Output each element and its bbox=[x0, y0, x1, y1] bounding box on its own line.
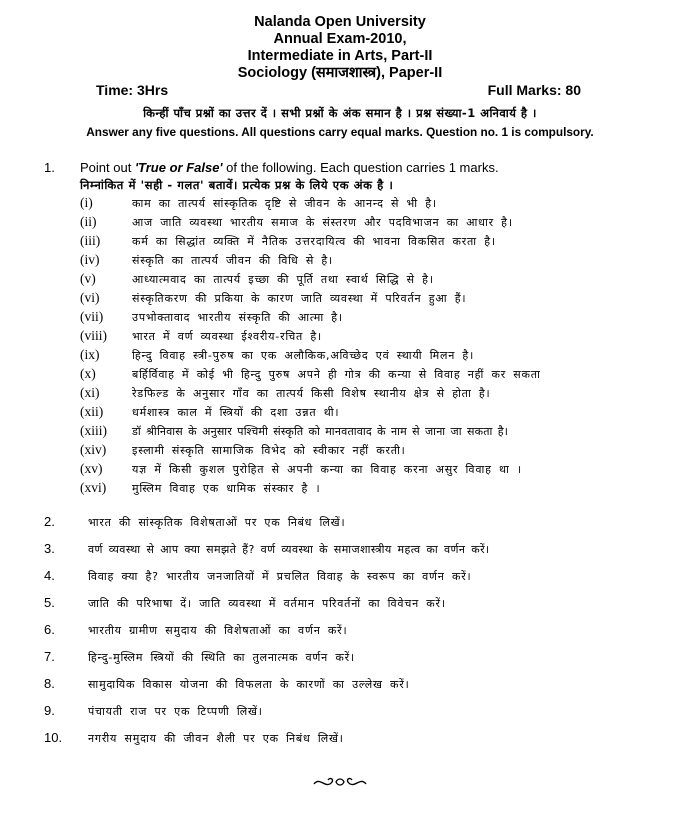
item-number: (xi) bbox=[80, 385, 100, 400]
true-false-item bbox=[80, 442, 660, 460]
item-number: (vii) bbox=[80, 309, 104, 324]
question-item bbox=[44, 649, 664, 669]
item-number: (x) bbox=[80, 366, 96, 381]
course-name: Intermediate in Arts, Part-II bbox=[247, 48, 433, 64]
item-number: (viii) bbox=[80, 328, 107, 343]
item-text: काम का तात्पर्य सांस्कृतिक दृष्टि से जीवन के आनन्द से भी है। bbox=[132, 197, 437, 210]
true-false-item bbox=[80, 233, 660, 251]
item-text: आज जाति व्यवस्था भारतीय समाज के संस्तरण और पदविभाजन का आधार है। bbox=[132, 216, 513, 229]
true-false-item bbox=[80, 385, 660, 403]
question-text: भारत की सांस्कृतिक विशेषताओं पर एक निबंध लिखें। bbox=[88, 516, 346, 529]
true-false-item bbox=[80, 328, 660, 346]
paper-header bbox=[0, 14, 680, 82]
item-text: मुस्लिम विवाह एक धामिक संस्कार है । bbox=[132, 482, 321, 495]
true-false-item bbox=[80, 214, 660, 232]
true-false-item bbox=[80, 252, 660, 270]
question-text: हिन्दु-मुस्लिम स्त्रियों की स्थिति का तुलनात्मक वर्णन करें। bbox=[88, 651, 355, 664]
question-text: नगरीय समुदाय की जीवन शैली पर एक निबंध लिखें। bbox=[88, 732, 344, 745]
item-text: हिन्दु विवाह स्त्री-पुरुष का एक अलौकिक,अविच्छेद एवं स्थायी मिलन है। bbox=[132, 349, 475, 362]
item-number: (iv) bbox=[80, 252, 100, 267]
question-number: 8. bbox=[44, 676, 55, 691]
intro-text-bold: 'True or False' bbox=[134, 160, 223, 175]
item-text: कर्म का सिद्धांत व्यक्ति में नैतिक उत्तरदायित्व की भावना विकसित करता है। bbox=[132, 235, 496, 248]
item-text: इस्लामी संस्कृति सामाजिक विभेद को स्वीकार नहीं करती। bbox=[132, 444, 406, 457]
ornament-icon bbox=[310, 770, 370, 794]
question-item bbox=[44, 703, 664, 723]
item-text: संस्कृति का तात्पर्य जीवन की विधि से है। bbox=[132, 254, 333, 267]
item-number: (xvi) bbox=[80, 480, 107, 495]
intro-text-before: Point out bbox=[80, 160, 135, 175]
true-false-item bbox=[80, 347, 660, 365]
question-text: वर्ण व्यवस्था से आप क्या समझते हैं? वर्ण व्यवस्था के समाजशास्त्रीय महत्व का वर्णन करें। bbox=[88, 543, 490, 556]
question-number: 2. bbox=[44, 514, 55, 529]
item-text: यज्ञ में किसी कुशल पुरोहित से अपनी कन्या का विवाह करना असुर विवाह था । bbox=[132, 463, 522, 476]
instructions-english: Answer any five questions. All questions carry equal marks. Question no. 1 is compulsory. bbox=[86, 125, 594, 139]
item-number: (vi) bbox=[80, 290, 100, 305]
question-text: पंचायती राज पर एक टिप्पणी लिखें। bbox=[88, 705, 263, 718]
question-text: सामुदायिक विकास योजना की विफलता के कारणों का उल्लेख करें। bbox=[88, 678, 410, 691]
item-text: आध्यात्मवाद का तात्पर्य इच्छा की पूर्ति तथा स्वार्थ सिद्धि से है। bbox=[132, 273, 434, 286]
true-false-item bbox=[80, 195, 660, 213]
question-item bbox=[44, 595, 664, 615]
question-1-intro-hindi: निम्नांकित में 'सही - गलत' बतावें। प्रत्येक प्रश्न के लिये एक अंक है । bbox=[80, 178, 394, 192]
exam-title: Annual Exam-2010, bbox=[273, 31, 407, 47]
question-item bbox=[44, 730, 664, 750]
item-number: (iii) bbox=[80, 233, 101, 248]
question-number: 9. bbox=[44, 703, 55, 718]
true-false-item bbox=[80, 309, 660, 327]
true-false-item bbox=[80, 480, 660, 498]
instructions-hindi: किन्हीं पाँच प्रश्नों का उत्तर दें । सभी प्रश्नों के अंक समान है । प्रश्न संख्या-1 अनिवार्य है । bbox=[143, 106, 537, 120]
question-number: 1. bbox=[44, 160, 55, 175]
true-false-item bbox=[80, 290, 660, 308]
question-1-intro bbox=[80, 160, 499, 175]
question-item bbox=[44, 676, 664, 696]
question-number: 6. bbox=[44, 622, 55, 637]
question-item bbox=[44, 541, 664, 561]
question-number: 5. bbox=[44, 595, 55, 610]
question-number: 3. bbox=[44, 541, 55, 556]
item-number: (ix) bbox=[80, 347, 100, 362]
item-text: डॉ श्रीनिवास के अनुसार पश्चिमी संस्कृति को मानवतावाद के नाम से जाना जा सकता है। bbox=[132, 425, 509, 438]
question-item bbox=[44, 622, 664, 642]
item-number: (xv) bbox=[80, 461, 103, 476]
question-text: जाति की परिभाषा दें। जाति व्यवस्था में वर्तमान परिवर्तनों का विवेचन करें। bbox=[88, 597, 446, 610]
item-number: (i) bbox=[80, 195, 93, 210]
true-false-item bbox=[80, 461, 660, 479]
true-false-item bbox=[80, 423, 660, 441]
item-number: (v) bbox=[80, 271, 96, 286]
question-text: विवाह क्या है? भारतीय जनजातियों में प्रचलित विवाह के स्वरूप का वर्णन करें। bbox=[88, 570, 472, 583]
question-item bbox=[44, 568, 664, 588]
true-false-item bbox=[80, 404, 660, 422]
true-false-item bbox=[80, 271, 660, 289]
item-text: उपभोक्तावाद भारतीय संस्कृति की आत्मा है। bbox=[132, 311, 343, 324]
full-marks-label: Full Marks: 80 bbox=[487, 82, 581, 98]
item-text: संस्कृतिकरण की प्रकिया के कारण जाति व्यवस्था में परिवर्तन हुआ हैं। bbox=[132, 292, 467, 305]
question-number: 10. bbox=[44, 730, 63, 745]
intro-text-after: of the following. Each question carries 1 marks. bbox=[222, 160, 499, 175]
question-text: भारतीय ग्रामीण समुदाय की विशेषताओं का वर्णन करें। bbox=[88, 624, 348, 637]
item-text: बर्हिर्विवाह में कोई भी हिन्दु पुरुष अपने ही गोत्र की कन्या से विवाह नहीं कर सकता bbox=[132, 368, 541, 381]
question-number: 7. bbox=[44, 649, 55, 664]
item-text: भारत में वर्ण व्यवस्था ईश्वरीय-रचित है। bbox=[132, 330, 322, 343]
paper-name: Sociology (समाजशास्त्र), Paper-II bbox=[237, 65, 443, 81]
question-number: 4. bbox=[44, 568, 55, 583]
item-number: (ii) bbox=[80, 214, 97, 229]
true-false-item bbox=[80, 366, 660, 384]
item-number: (xiii) bbox=[80, 423, 107, 438]
item-number: (xiv) bbox=[80, 442, 107, 457]
item-text: धर्मशास्त्र काल में स्त्रियों की दशा उन्नत थी। bbox=[132, 406, 340, 419]
time-label: Time: 3Hrs bbox=[96, 82, 169, 98]
question-item bbox=[44, 514, 664, 534]
item-text: रेडफिल्ड के अनुसार गाँव का तात्पर्य किसी विशेष स्थानीय क्षेत्र से होता है। bbox=[132, 387, 491, 400]
item-number: (xii) bbox=[80, 404, 104, 419]
university-name: Nalanda Open University bbox=[254, 14, 426, 30]
